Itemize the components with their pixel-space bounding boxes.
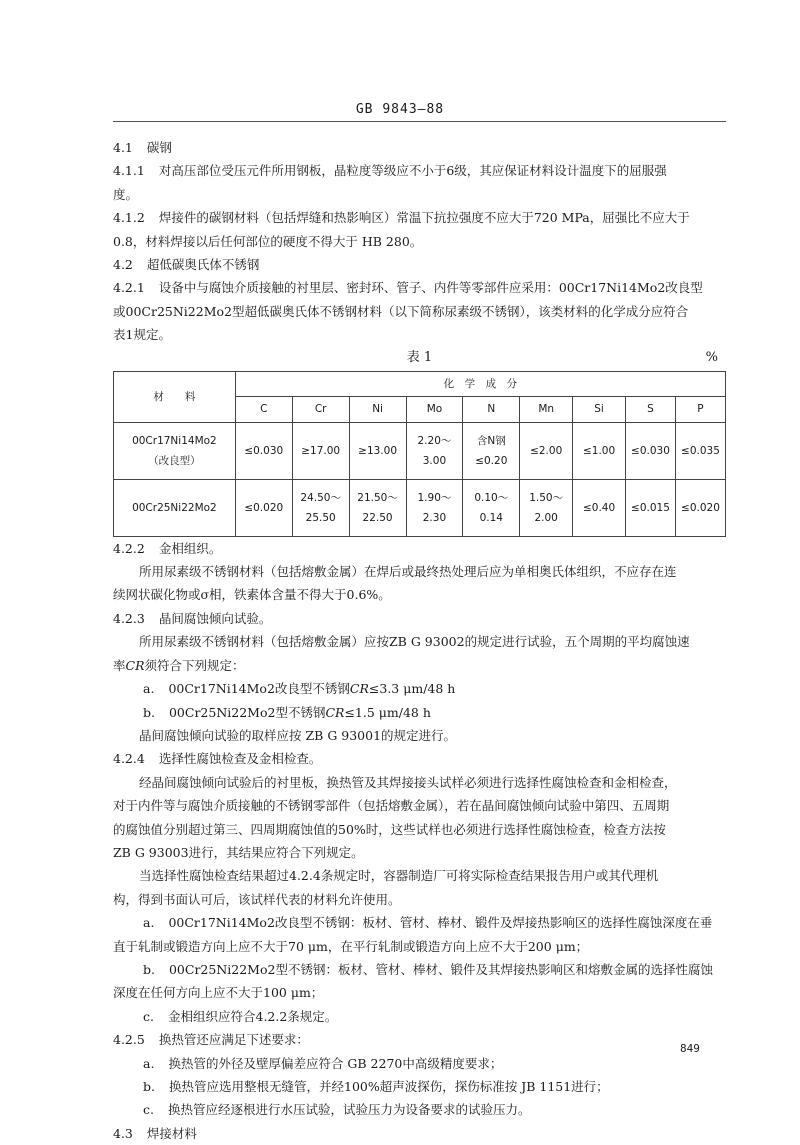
table-cell: ≤0.020 [675, 479, 725, 536]
section-4-2-1-line2: 或00Cr25Ni22Mo2型超低碳奥氏体不锈钢材料（以下简称尿素级不锈钢），该类材料的化学成分应符合 [113, 303, 689, 319]
table-title: 表 1 [406, 349, 433, 365]
section-4-1-2-line2: 0.8，材料焊接以后任何部位的硬度不得大于 HB 280。 [113, 233, 423, 249]
header-element: Ni [349, 396, 406, 422]
header-element: N [463, 396, 520, 422]
list-item-c: c. 金相组织应符合4.2.2条规定。 [143, 1008, 338, 1024]
header-element: P [675, 396, 725, 422]
list-item-a: a. 00Cr17Ni14Mo2改良型不锈钢：板材、管材、棒材、锻件及焊接热影响区的选择性腐蚀深度在垂 [143, 915, 713, 931]
table-caption [113, 347, 726, 369]
section-4-3-heading: 4.3 焊接材料 [113, 1125, 197, 1141]
table-row [114, 479, 726, 536]
table-row [114, 422, 726, 479]
page-header: GB 9843—88 [355, 102, 445, 117]
section-4-2-4-p1-line2: 对于内件等与腐蚀介质接触的不锈钢零部件（包括熔敷金属），若在晶间腐蚀倾向试验中第四、五周期 [113, 798, 670, 814]
header-material: 材 料 [114, 371, 236, 422]
table-cell: ≤0.030 [626, 422, 676, 479]
list-item-a: a. 换热管的外径及壁厚偏差应符合 GB 2270中高级精度要求； [143, 1055, 503, 1071]
page-number: 849 [680, 1042, 700, 1055]
table-cell: ≤2.00 [520, 422, 573, 479]
table-cell: 0.10～ 0.14 [463, 479, 520, 536]
header-element: S [626, 396, 676, 422]
header-element: C [235, 396, 292, 422]
section-4-2-4-p1-line3: 的腐蚀值分别超过第三、四周期腐蚀值的50%时，这些试样也必须进行选择性腐蚀检查，检查方法按 [113, 821, 666, 837]
header-element: Cr [292, 396, 349, 422]
list-item-c: c. 换热管应经逐根进行水压试验，试验压力为设备要求的试验压力。 [143, 1102, 531, 1118]
table-cell: ≤0.020 [235, 479, 292, 536]
header-element: Si [573, 396, 626, 422]
header-element: Mo [406, 396, 463, 422]
list-item-a-cont: 直于轧制或锻造方向上应不大于70 μm，在平行轧制或锻造方向上应不大于200 μm； [113, 938, 589, 954]
list-item-b: b. 00Cr25Ni22Mo2型不锈钢：板材、管材、棒材、锻件及其焊接热影响区和熔敷金属的选择性腐蚀 [143, 961, 713, 977]
section-4-2-1-line1: 4.2.1 设备中与腐蚀介质接触的衬里层、密封环、管子、内件等零部件应采用：00Cr17Ni14Mo2改良型 [113, 280, 703, 296]
section-4-2-3-heading: 4.2.3 晶间腐蚀倾向试验。 [113, 610, 272, 626]
table-cell-material: 00Cr25Ni22Mo2 [114, 479, 236, 536]
section-4-1-1-line2: 度。 [113, 186, 139, 202]
table-cell: ≤0.035 [675, 422, 725, 479]
section-4-1-2-line1: 4.1.2 焊接件的碳钢材料（包括焊缝和热影响区）常温下抗拉强度不应大于720 MPa，屈强比不应大于 [113, 210, 690, 226]
section-4-2-2-line2: 续网状碳化物或σ相，铁素体含量不得大于0.6%。 [113, 587, 391, 603]
section-4-1-heading: 4.1 碳钢 [113, 140, 172, 155]
table-cell: 含N钢 ≤0.20 [463, 422, 520, 479]
section-4-2-4-heading: 4.2.4 选择性腐蚀检查及金相检查。 [113, 751, 322, 767]
section-4-2-2-line1: 所用尿素级不锈钢材料（包括熔敷金属）在焊后或最终热处理后应为单相奥氏体组织，不应存在连 [139, 564, 677, 580]
list-item-a: a. 00Cr17Ni14Mo2改良型不锈钢CR≤3.3 μm/48 h [143, 681, 456, 697]
section-4-2-3-line2: 率CR须符合下列规定： [113, 657, 245, 673]
table-cell: 21.50～ 22.50 [349, 479, 406, 536]
section-4-2-4-p2-line2: 构，得到书面认可后，该试样代表的材料允许使用。 [113, 891, 401, 907]
table-cell: 2.20～ 3.00 [406, 422, 463, 479]
table-cell: ≤0.40 [573, 479, 626, 536]
header-element: Mn [520, 396, 573, 422]
section-4-2-5-heading: 4.2.5 换热管还应满足下述要求： [113, 1032, 309, 1048]
chemical-composition-table [113, 371, 726, 537]
section-4-2-2-heading: 4.2.2 金相组织。 [113, 540, 222, 556]
table-cell: ≤0.015 [626, 479, 676, 536]
list-item-b: b. 换热管应选用整根无缝管，并经100%超声波探伤，探伤标准按 JB 1151进行； [143, 1079, 609, 1094]
section-4-2-4-p1-line1: 经晶间腐蚀倾向试验后的衬里板，换热管及其焊接接头试样必须进行选择性腐蚀检查和金相检查， [139, 774, 677, 790]
section-4-2-3-line1: 所用尿素级不锈钢材料（包括熔敷金属）应按ZB G 93002的规定进行试验，五个周期的平均腐蚀速 [139, 634, 690, 650]
section-4-2-4-p1-line4: ZB G 93003进行，其结果应符合下列规定。 [113, 844, 364, 860]
table-cell: 1.50～ 2.00 [520, 479, 573, 536]
list-item-b: b. 00Cr25Ni22Mo2型不锈钢CR≤1.5 μm/48 h [143, 704, 431, 720]
header-rule [113, 121, 726, 122]
list-item-b-cont: 深度在任何方向上应不大于100 μm； [113, 985, 324, 1001]
section-4-2-3-sampling: 晶间腐蚀倾向试验的取样应按 ZB G 93001的规定进行。 [139, 727, 457, 743]
table-cell: 1.90～ 2.30 [406, 479, 463, 536]
page-content [113, 136, 726, 1145]
table-cell: ≤0.030 [235, 422, 292, 479]
table-cell: 24.50～ 25.50 [292, 479, 349, 536]
table-cell: ≥17.00 [292, 422, 349, 479]
table-cell-material: 00Cr17Ni14Mo2 （改良型） [114, 422, 236, 479]
section-4-1-1-line1: 4.1.1 对高压部位受压元件所用钢板，晶粒度等级应不小于6级，其应保证材料设计温度下的屈服强 [113, 163, 667, 179]
section-4-2-heading: 4.2 超低碳奥氏体不锈钢 [113, 257, 260, 273]
section-4-2-4-p2-line1: 当选择性腐蚀检查结果超过4.2.4条规定时，容器制造厂可将实际检查结果报告用户或其代理机 [139, 868, 659, 884]
section-4-2-1-line3: 表1规定。 [113, 327, 171, 343]
table-cell: ≤1.00 [573, 422, 626, 479]
table-unit: % [705, 349, 718, 365]
header-chemical-composition: 化 学 成 分 [235, 371, 725, 396]
table-cell: ≥13.00 [349, 422, 406, 479]
